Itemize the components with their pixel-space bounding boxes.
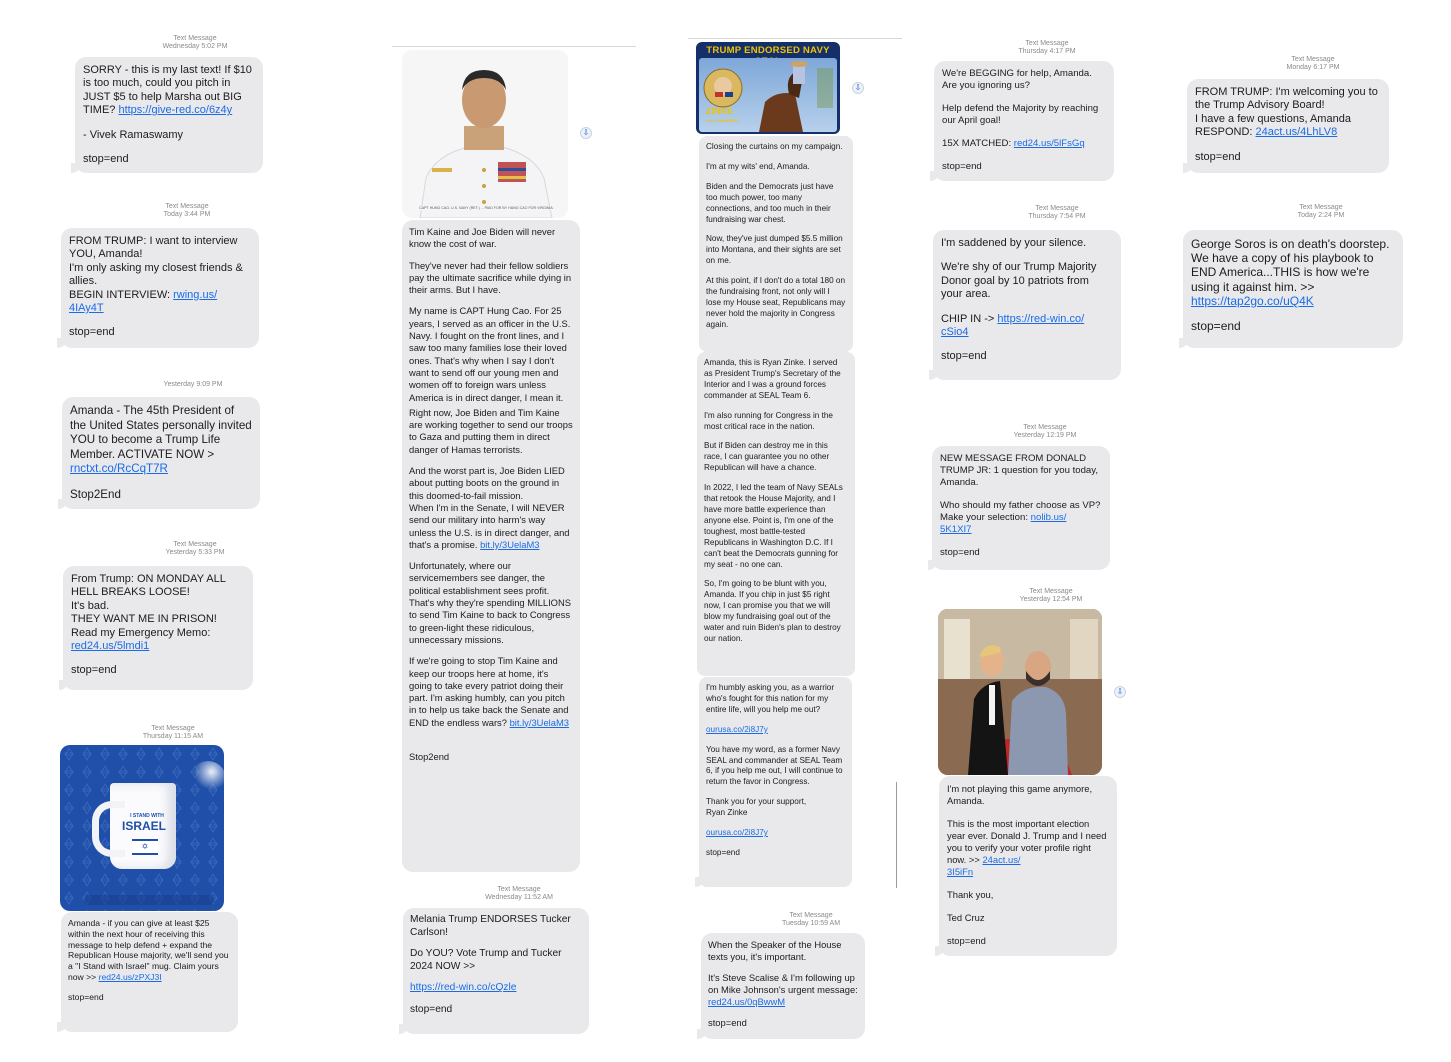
message-text: Amanda - The 45th President of the United States personally invited YOU to become a Trump Life Member. ACTIVATE NOW > — [70, 404, 252, 461]
message-bubble[interactable] — [1183, 230, 1403, 348]
message-text: George Soros is on death's doorstep. We have a copy of his playbook to END America...THIS is how we're using it against him. >> — [1191, 237, 1390, 294]
message-link[interactable]: https://red-win.co/cQzle — [410, 982, 517, 994]
message-text: NEW MESSAGE FROM DONALD TRUMP JR: 1 question for you today, Amanda. — [940, 453, 1099, 488]
message-text: I'm saddened by your silence. — [941, 237, 1087, 249]
stop-text: stop=end — [947, 935, 986, 946]
message-text: FROM TRUMP: I want to interview YOU, Amanda! I'm only asking my closest friends & allies. BEGIN INTERVIEW: — [69, 235, 243, 301]
message-text: CHIP IN -> — [941, 312, 998, 325]
message-text: We're BEGGING for help, Amanda. Are you ignoring us? — [942, 68, 1092, 91]
stop-text: stop=end — [942, 161, 982, 172]
message-text: Amanda - if you can give at least $25 within the next hour of receiving this message to help defend + expand the Republican House majority, we'll send you a "I Stand with Israel" mug. Claim yours now >> — [68, 918, 229, 982]
message-text: Do YOU? Vote Trump and Tucker 2024 NOW >> — [410, 948, 562, 972]
timestamp: Text Message Monday 6:17 PM — [1286, 56, 1340, 71]
timestamp: Text Message Today 3:44 PM — [163, 203, 211, 218]
message-bubble[interactable] — [61, 228, 259, 348]
message-text: I'm also running for Congress in the most critical race in the nation. — [704, 410, 833, 431]
stop-text: stop=end — [71, 664, 117, 677]
photo-caption: CAPT HUNG CAO, U.S. NAVY (RET.) ... PAID FOR BY HUNG CAO FOR VIRGINIA — [416, 206, 556, 210]
message-link[interactable]: nolib.us/ 5K1XI7 — [940, 512, 1067, 535]
stop-text: Stop2End — [70, 487, 121, 501]
message-text: 15X MATCHED: — [942, 138, 1014, 149]
banner-sub: U.S. CONGRESS — [706, 118, 738, 123]
mug-text-top: I STAND WITH — [130, 813, 164, 819]
stop-text: stop=end — [68, 991, 104, 1002]
message-bubble[interactable] — [701, 933, 865, 1039]
message-text: In 2022, I led the team of Navy SEALs that retook the House Majority, and I have more battle experience than anyone else. Point is, I'm one of the toughest, most battle-tested Republicans in Washington D.C. If I can't beat the Democrats gunning for my seat - no one can. — [704, 483, 843, 569]
banner-name: ZINKE — [706, 106, 733, 116]
timestamp: Text Message Yesterday 12:19 PM — [1013, 424, 1077, 439]
message-text: I'm not playing this game anymore, Amanda. — [947, 783, 1093, 806]
mug-text-israel: ISRAEL — [121, 819, 166, 833]
message-link[interactable]: bit.ly/3UelaM3 — [480, 538, 540, 550]
message-bubble[interactable] — [699, 136, 853, 352]
message-link[interactable]: 24act.us/4LhLV8 — [1255, 126, 1338, 139]
message-text: They've never had their fellow soldiers pay the ultimate sacrifice while dying in their arms. But I have. — [409, 259, 572, 296]
message-bubble[interactable] — [75, 57, 263, 173]
timestamp: Text Message Tuesday 10:59 AM — [781, 912, 841, 927]
message-bubble[interactable] — [697, 352, 855, 676]
message-text: Ted Cruz — [947, 912, 985, 923]
message-text: FROM TRUMP: I'm welcoming you to the Trump Advisory Board! I have a few questions, Amanda RESPOND: — [1195, 86, 1378, 139]
message-text: Melania Trump ENDORSES Tucker Carlson! — [410, 914, 571, 938]
message-link[interactable]: rwing.us/ 4IAy4T — [69, 288, 218, 315]
stop-text: stop=end — [940, 547, 980, 558]
stop-text: stop=end — [410, 1003, 453, 1015]
message-bubble[interactable] — [402, 220, 580, 872]
message-text: This is the most important election year ever. Donald J. Trump and I need you to verify your voter profile right now. >> — [947, 818, 1107, 865]
message-link[interactable]: rnctxt.co/RcCqT7R — [70, 462, 168, 476]
message-text: At this point, if I don't do a total 180 on the fundraising front, not only will I lose my House seat, Republicans may never hold the majority in Congress again. — [706, 276, 846, 329]
message-bubble[interactable] — [63, 566, 253, 690]
message-text: I'm at my wits' end, Amanda. — [706, 161, 810, 171]
divider — [896, 782, 897, 888]
stop-text: stop=end — [69, 326, 115, 339]
message-link[interactable]: red24.us/0qBwwM — [708, 996, 786, 1007]
stop-text: stop=end — [1191, 319, 1241, 334]
message-link[interactable]: https://red-win.co/ cSio4 — [941, 312, 1085, 339]
two-men-photo — [938, 609, 1102, 775]
message-text: And the worst part is, Joe Biden LIED about putting boots on the ground in this doomed-to-fail mission. When I'm in the Senate, I will NEVER send our military into harm's way unless the U.S. is in direct danger, and that's a promise. — [409, 465, 570, 550]
message-text: Closing the curtains on my campaign. — [706, 142, 843, 151]
message-bubble[interactable] — [932, 446, 1110, 570]
message-bubble[interactable] — [699, 677, 852, 887]
stop-text: stop=end — [1195, 150, 1241, 163]
message-link[interactable]: bit.ly/3UelaM3 — [509, 716, 569, 728]
message-text: SORRY - this is my last text! If $10 is too much, could you pitch in JUST $5 to help Marsha out BIG TIME? — [83, 64, 252, 117]
message-text: Now, they've just dumped $5.5 million into Montana, and their sights are set on me. — [706, 234, 843, 266]
message-text: - Vivek Ramaswamy — [83, 128, 184, 141]
message-text: Biden and the Democrats just have too much power, too many connections, and too much in their fundraising war chest. — [706, 181, 834, 224]
timestamp: Text Message Thursday 11:15 AM — [142, 725, 204, 740]
message-link[interactable]: 24act.us/ 3I5iFn — [947, 854, 1021, 877]
save-image-icon[interactable]: ⇩ — [1114, 686, 1126, 698]
message-text: So, I'm going to be blunt with you, Amanda. If you chip in just $5 right now, I can promise you that we will blow my fundraising goal out of the water and ruin Biden's plan to destroy our nation. — [704, 579, 841, 643]
message-link[interactable]: https://give-red.co/6z4y — [118, 104, 233, 117]
candidate-photo[interactable] — [938, 609, 1102, 775]
banner-title: TRUMP ENDORSED NAVY — [706, 45, 830, 56]
stop-text: Stop2end — [409, 750, 450, 762]
stop-text: stop=end — [706, 847, 740, 857]
message-text: It's Steve Scalise & I'm following up on Mike Johnson's urgent message: — [708, 972, 858, 995]
timestamp: Text Message Yesterday 12:54 PM — [1019, 588, 1083, 603]
message-text: We're shy of our Trump Majority Donor goal by 10 patriots from your area. — [941, 261, 1097, 301]
stop-text: stop=end — [941, 350, 987, 363]
message-text: Thank you, — [947, 889, 994, 900]
message-text: If we're going to stop Tim Kaine and keep our troops here at home, it's going to take every patriot doing their part. I'm asking humbly, can you pitch in to help us take back the Senate and END the endless wars? — [409, 655, 569, 728]
message-text: Amanda, this is Ryan Zinke. I served as President Trump's Secretary of the Interior and I was a ground forces commander at SEAL Team 6. — [704, 358, 841, 400]
message-text: I'm humbly asking you, as a warrior who's fought for this nation for my entire life, will you help me out? — [706, 683, 835, 714]
message-link[interactable]: red24.us/5lFsGq — [1013, 138, 1085, 149]
message-text: Unfortunately, where our servicemembers see danger, the political establishment sees profit. That's why they're spending MILLIONS to send Tim Kaine to back to Congress to green-light these ridiculous, unnecessary missions. — [409, 560, 571, 645]
message-link[interactable]: red24.us/zPXJ3I — [98, 971, 162, 982]
message-text: You have my word, as a former Navy SEAL and commander at SEAL Team 6, if you help me out, I will continue to return the favor in Congress. — [706, 744, 843, 787]
divider — [392, 46, 636, 47]
message-text: Help defend the Majority by reaching our April goal! — [942, 103, 1099, 126]
save-image-icon[interactable]: ⇩ — [852, 82, 864, 94]
officer-figure — [402, 50, 568, 218]
timestamp: Yesterday 9:09 PM — [163, 381, 223, 388]
message-bubble[interactable] — [61, 912, 238, 1032]
save-image-icon[interactable]: ⇩ — [580, 127, 592, 139]
message-link[interactable]: ourusa.co/2i8J7y — [706, 828, 768, 838]
divider — [688, 38, 902, 39]
message-text: My name is CAPT Hung Cao. For 25 years, I served as an officer in the U.S. Navy. I fought on the front lines, and I saw too many families lose their loved ones. That's why when I say I don't want to send off our young men and women off to foreign wars unless America is in direct danger, I mean it. — [409, 305, 571, 403]
timestamp: Text Message Wednesday 5:02 PM — [162, 35, 228, 50]
message-link[interactable]: ourusa.co/2i8J7y — [706, 724, 768, 734]
timestamp: Text Message Yesterday 5:33 PM — [165, 541, 225, 556]
message-bubble[interactable] — [403, 908, 589, 1034]
message-text: Thank you for your support, Ryan Zinke — [706, 797, 807, 818]
message-bubble[interactable] — [62, 397, 260, 509]
message-link[interactable]: red24.us/5lmdi1 — [71, 640, 150, 653]
israel-flag-icon: ✡ — [132, 839, 158, 855]
timestamp: Text Message Wednesday 11:52 AM — [485, 886, 553, 901]
message-text: Tim Kaine and Joe Biden will never know the cost of war. — [409, 226, 556, 250]
candidate-photo[interactable] — [402, 50, 568, 218]
mug-image[interactable] — [60, 745, 224, 911]
campaign-banner-image[interactable] — [696, 42, 840, 134]
stop-text: stop=end — [83, 153, 129, 166]
message-text: Who should my father choose as VP? Make your selection: — [940, 500, 1101, 523]
stop-text: stop=end — [708, 1017, 747, 1028]
message-text: Right now, Joe Biden and Tim Kaine are working together to send our troops to Gaza and putting them in direct danger of Hamas terrorists. — [409, 406, 573, 455]
message-bubble[interactable] — [933, 230, 1121, 380]
timestamp: Text Message Today 2:24 PM — [1297, 204, 1345, 219]
message-text: But if Biden can destroy me in this race, I can guarantee you no other Republican will have a chance. — [704, 441, 830, 473]
message-text: When the Speaker of the House texts you, it's important. — [708, 939, 842, 962]
message-bubble[interactable] — [1187, 79, 1389, 173]
message-link[interactable]: https://tap2go.co/uQ4K — [1191, 293, 1314, 308]
timestamp: Text Message Thursday 7:54 PM — [1028, 205, 1086, 220]
message-text: From Trump: ON MONDAY ALL HELL BREAKS LOOSE! It's bad. THEY WANT ME IN PRISON! Read my Emergency Memo: — [71, 573, 226, 639]
message-bubble[interactable] — [934, 61, 1114, 181]
message-bubble[interactable] — [939, 776, 1117, 956]
timestamp: Text Message Thursday 4:17 PM — [1018, 40, 1076, 55]
